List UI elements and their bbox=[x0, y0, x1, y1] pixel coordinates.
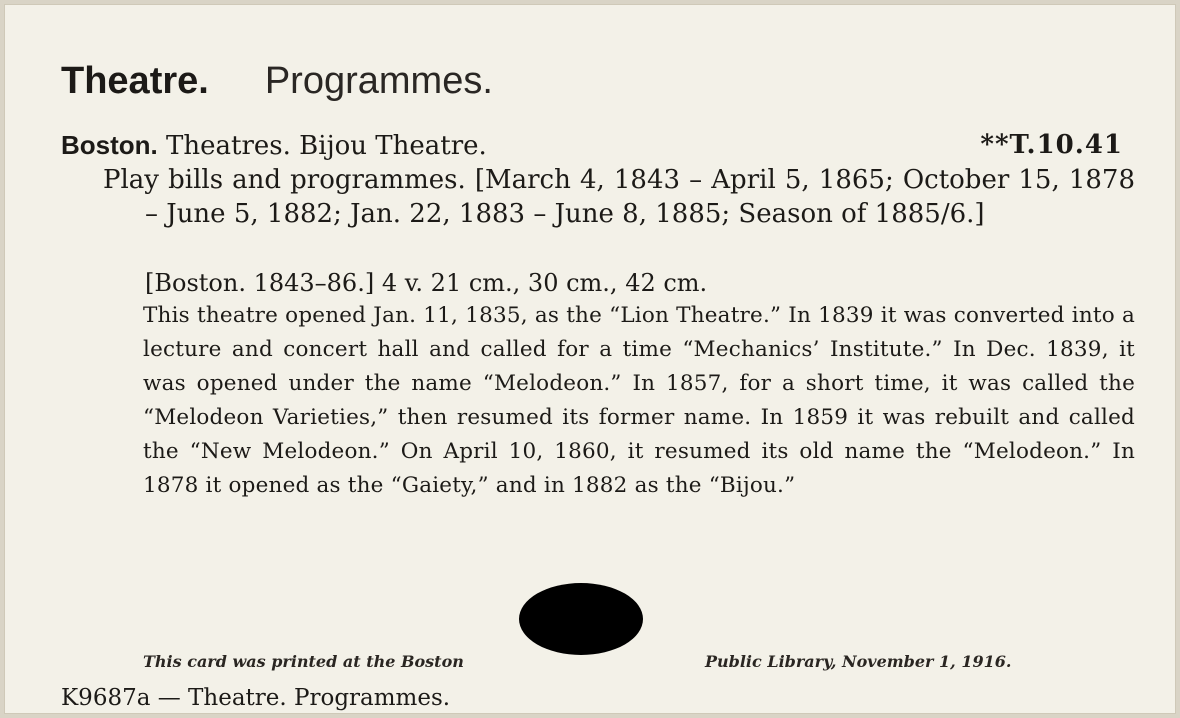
catalog-card bbox=[4, 4, 1176, 714]
imprint-line: [Boston. 1843–86.] 4 v. 21 cm., 30 cm., 42 cm. bbox=[145, 269, 708, 297]
history-note: This theatre opened Jan. 11, 1835, as the “Lion Theatre.” In 1839 it was converted into a lecture and concert hall and called for a time “Mechanics’ Institute.” In Dec. 1839, it was opened under the name “Melodeon.” In 1857, for a short time, it was called the “Melodeon Varieties,” then resumed its former name. In 1859 it was rebuilt and called the “New Melodeon.” On April 10, 1860, it resumed its old name the “Melodeon.” In 1878 it opened as the “Gaiety,” and in 1882 as the “Bijou.” bbox=[143, 303, 1135, 498]
punch-hole bbox=[519, 583, 643, 655]
tracing-line: K9687a — Theatre. Programmes. bbox=[61, 685, 451, 711]
heading-rest: Theatres. Bijou Theatre. bbox=[166, 131, 487, 161]
entry-heading bbox=[61, 129, 1123, 162]
place-name: Boston. bbox=[61, 130, 158, 160]
subject-heading bbox=[61, 59, 493, 103]
subject-sub: Programmes. bbox=[264, 60, 493, 102]
printed-note-right: Public Library, November 1, 1916. bbox=[705, 652, 1012, 671]
printed-note-left: This card was printed at the Boston bbox=[143, 652, 464, 671]
call-number: **T.10.41 bbox=[980, 130, 1123, 160]
subject-main: Theatre. bbox=[61, 60, 209, 102]
title-statement: Play bills and programmes. [March 4, 1843 – April 5, 1865; October 15, 1878 – June 5, 1882; Jan. 22, 1883 – June 8, 1885; Season of 1885/6.] bbox=[103, 165, 1135, 229]
